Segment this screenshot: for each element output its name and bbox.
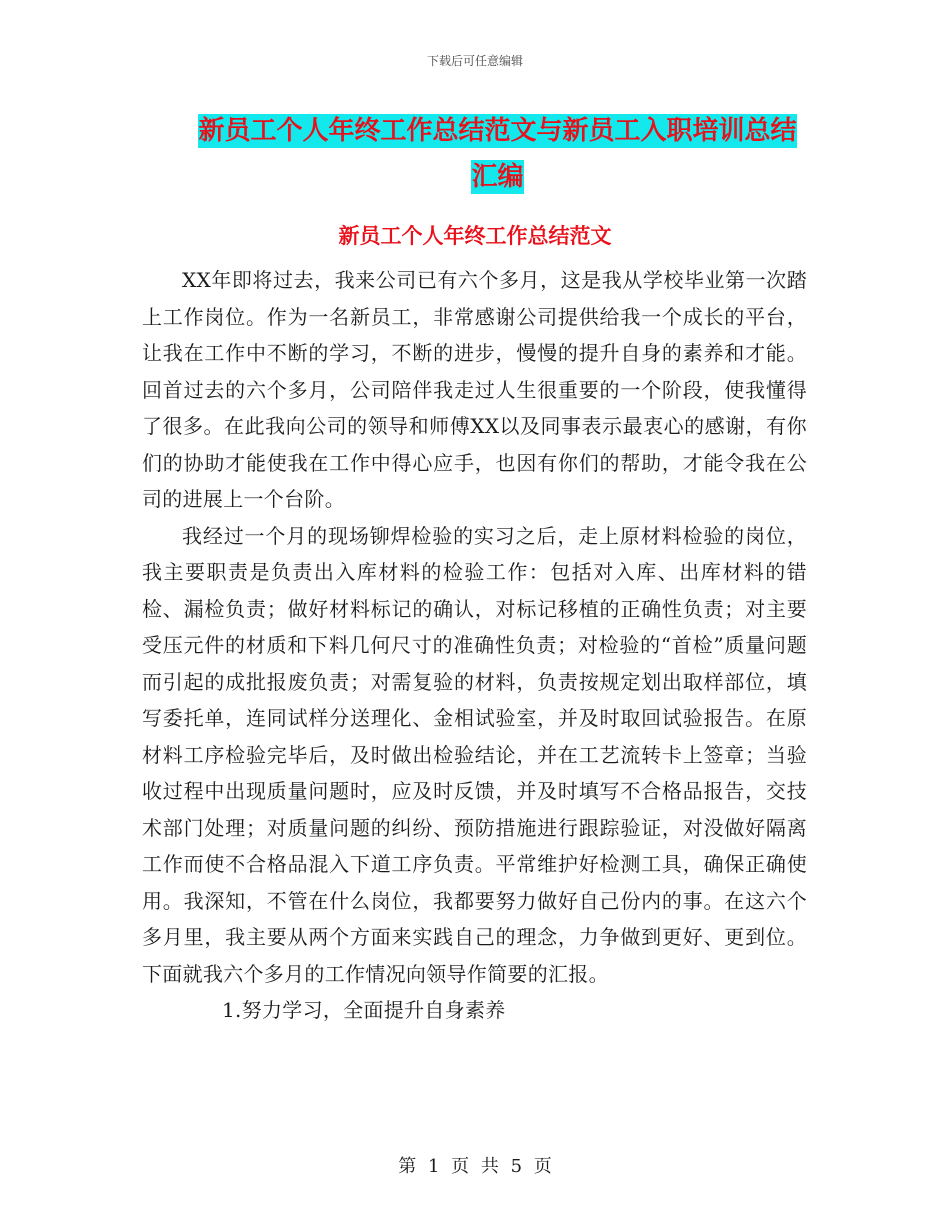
list-item-1: 1.努力学习，全面提升自身素养 <box>222 998 506 1022</box>
page-number: 第 1 页 共 5 页 <box>398 1156 552 1177</box>
document-title-text: 新员工个人年终工作总结范文与新员工入职培训总结汇编 <box>198 116 797 192</box>
paragraph-2: 我经过一个月的现场铆焊检验的实习之后，走上原材料检验的岗位，我主要职责是负责出入库材料的检验工作：包括对入库、出库材料的错检、漏检负责；做好材料标记的确认，对标记移植的正确性负责；对主要受压元件的材质和下料几何尺寸的准确性负责；对检验的“首检”质量问题而引起的成批报废负责；对需复验的材料，负责按规定划出取样部位，填写委托单，连同试样分送理化、金相试验室，并及时取回试验报告。在原材料工序检验完毕后，及时做出检验结论，并在工艺流转卡上签章；当验收过程中出现质量问题时，应及时反馈，并及时填写不合格品报告，交技术部门处理；对质量问题的纠纷、预防措施进行跟踪验证，对没做好隔离工作而使不合格品混入下道工序负责。平常维护好检测工具，确保正确使用。我深知，不管在什么岗位，我都要努力做好自己份内的事。在这六个多月里，我主要从两个方面来实践自己的理念，力争做到更好、更到位。下面就我六个多月的工作情况向领导作简要的汇报。 <box>142 523 807 986</box>
download-note: 下载后可任意编辑 <box>426 54 523 68</box>
section-title: 新员工个人年终工作总结范文 <box>338 224 612 248</box>
paragraph-1: XX年即将过去，我来公司已有六个多月，这是我从学校毕业第一次踏上工作岗位。作为一名新员工，非常感谢公司提供给我一个成长的平台，让我在工作中不断的学习，不断的进步，慢慢的提升自身的素养和才能。回首过去的六个多月，公司陪伴我走过人生很重要的一个阶段，使我懂得了很多。在此我向公司的领导和师傅XX以及同事表示最衷心的感谢，有你们的协助才能使我在工作中得心应手，也因有你们的帮助，才能令我在公司的进展上一个台阶。 <box>142 268 807 511</box>
document-body <box>142 262 807 1029</box>
document-title <box>190 108 805 200</box>
